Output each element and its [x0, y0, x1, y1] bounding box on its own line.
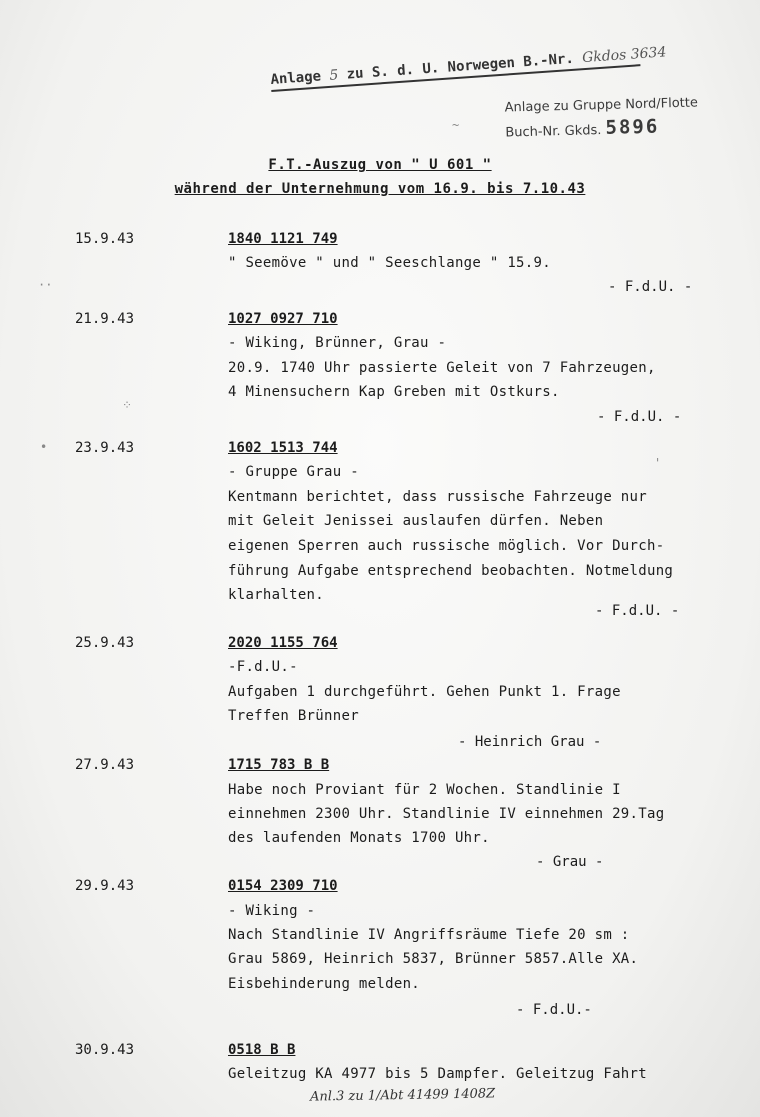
- entry-signature: - F.d.U. -: [597, 409, 682, 425]
- entry-signature: - F.d.U.-: [516, 1002, 592, 1018]
- header-line-1: F.T.-Auszug von " U 601 ": [268, 157, 492, 173]
- buch-label: Buch-Nr. Gkds.: [505, 123, 602, 141]
- entry-date: 23.9.43: [75, 440, 135, 456]
- group-label: Anlage zu Gruppe Nord/Flotte: [504, 95, 699, 116]
- entry-line: eigenen Sperren auch russische möglich. Vor Durch-: [228, 538, 665, 554]
- entry-line: -F.d.U.-: [228, 659, 298, 675]
- anlage-number: 5: [328, 67, 339, 84]
- entry-line: - Gruppe Grau -: [228, 464, 359, 480]
- ink-mark: ~: [452, 118, 460, 132]
- entry-line: Geleitzug KA 4977 bis 5 Dampfer. Geleitzug Fahrt: [228, 1066, 647, 1082]
- entry-line: - Wiking -: [228, 903, 316, 919]
- entry-line: 20.9. 1740 Uhr passierte Geleit von 7 Fahrzeugen,: [228, 360, 656, 376]
- entry-line: Grau 5869, Heinrich 5837, Brünner 5857.Alle XA.: [228, 951, 639, 967]
- entry-signature: - Heinrich Grau -: [458, 734, 602, 750]
- entry-line: Eisbehinderung melden.: [228, 976, 421, 992]
- entry-signature: - F.d.U. -: [595, 603, 680, 619]
- entry-line: des laufenden Monats 1700 Uhr.: [228, 830, 490, 846]
- anlage-stamp: [270, 44, 667, 92]
- entry-date: 27.9.43: [75, 757, 135, 773]
- ink-mark: •: [40, 440, 48, 454]
- entry-date: 30.9.43: [75, 1042, 135, 1058]
- entry-line: Habe noch Proviant für 2 Wochen. Standlinie I: [228, 782, 621, 798]
- anlage-handwritten: Gkdos 3634: [581, 44, 667, 67]
- registry-stamp: [504, 92, 698, 144]
- entry-line: Nach Standlinie IV Angriffsräume Tiefe 20 sm :: [228, 927, 630, 943]
- entry-line: Kentmann berichtet, dass russische Fahrzeuge nur: [228, 489, 647, 505]
- buch-number: 5896: [605, 115, 660, 139]
- anlage-label: Anlage: [270, 68, 322, 88]
- entry-code: 1027 0927 710: [228, 311, 338, 327]
- entry-line: Treffen Brünner: [228, 708, 359, 724]
- entry-line: einnehmen 2300 Uhr. Standlinie IV einnehmen 29.Tag: [228, 806, 665, 822]
- ink-mark: ⁘: [122, 398, 133, 412]
- entry-code: 0154 2309 710: [228, 878, 338, 894]
- entry-date: 29.9.43: [75, 878, 135, 894]
- entry-signature: - Grau -: [536, 854, 604, 870]
- entry-line: klarhalten.: [228, 587, 325, 603]
- header-line-2: während der Unternehmung vom 16.9. bis 7.10.43: [174, 181, 586, 197]
- entry-date: 25.9.43: [75, 635, 135, 651]
- ink-mark: ': [654, 456, 662, 470]
- entry-line: Aufgaben 1 durchgeführt. Gehen Punkt 1. Frage: [228, 684, 621, 700]
- entry-code: 1602 1513 744: [228, 440, 338, 456]
- entry-line: mit Geleit Jenissei auslaufen dürfen. Neben: [228, 513, 604, 529]
- entry-code: 1840 1121 749: [228, 231, 338, 247]
- entry-date: 21.9.43: [75, 311, 135, 327]
- ink-mark: ··: [38, 278, 53, 292]
- entry-line: " Seemöve " und " Seeschlange " 15.9.: [228, 255, 551, 271]
- entry-line: - Wiking, Brünner, Grau -: [228, 335, 447, 351]
- entry-line: 4 Minensuchern Kap Greben mit Ostkurs.: [228, 384, 560, 400]
- entry-code: 2020 1155 764: [228, 635, 338, 651]
- entry-signature: - F.d.U. -: [608, 279, 693, 295]
- entry-date: 15.9.43: [75, 231, 135, 247]
- anlage-reference: zu S. d. U. Norwegen B.-Nr.: [346, 50, 575, 83]
- footer-handwriting: Anl.3 zu 1/Abt 41499 1408Z: [309, 1086, 496, 1105]
- entry-code: 0518 B B: [228, 1042, 296, 1058]
- entry-line: führung Aufgabe entsprechend beobachten. Notmeldung: [228, 563, 674, 579]
- entry-code: 1715 783 B B: [228, 757, 330, 773]
